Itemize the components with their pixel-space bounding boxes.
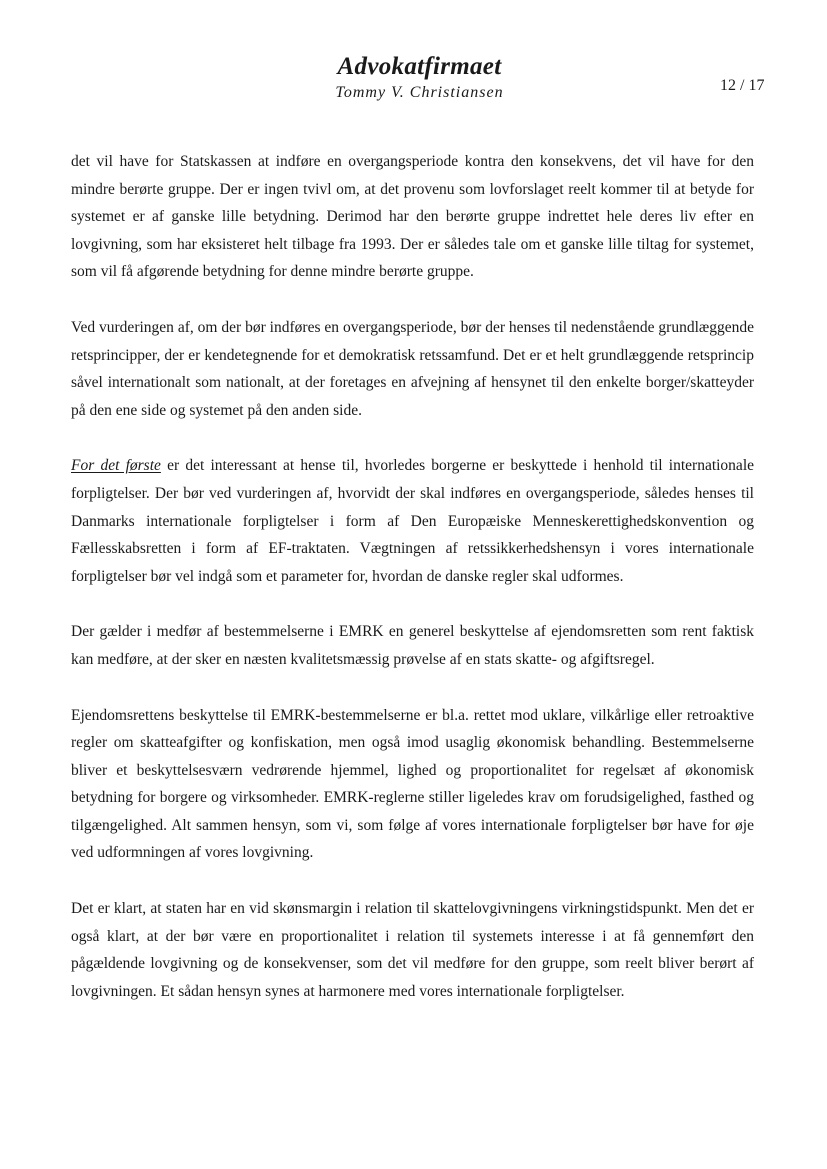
- firm-person-name: Tommy V. Christiansen: [335, 84, 504, 101]
- paragraph-lead-emphasis: For det første: [71, 457, 161, 475]
- paragraph: [71, 452, 754, 590]
- paragraph-text: er det interessant at hense til, hvorledes borgerne er beskyttede i henhold til internationale forpligtelser. Der bør ved vurderingen af, hvorvidt der skal indføres en overgangsperiode, således henses til Danmarks internationale forpligtelser i form af Den Europæiske Menneskerettighedskonvention og Fællesskabsretten i form af EF-traktaten. Vægtningen af retssikkerhedshensyn i vores internationale forpligtelser bør vel indgå som et parameter for, hvordan de danske regler skal udformes.: [71, 457, 755, 585]
- letterhead: [0, 50, 827, 102]
- paragraph: Det er klart, at staten har en vid skønsmargin i relation til skattelovgivningens virkningstidspunkt. Men det er også klart, at der bør være en proportionalitet i relation til systemets interesse i at få gennemført den pågældende lovgivning og de konsekvenser, som det vil medføre for den gruppe, som reelt bliver berørt af lovgivningen. Et sådan hensyn synes at harmonere med vores internationale forpligtelser.: [71, 900, 754, 1000]
- firm-name: Advokatfirmaet: [337, 53, 502, 80]
- page-number: 12 / 17: [720, 77, 765, 94]
- paragraph: Ejendomsrettens beskyttelse til EMRK-bestemmelserne er bl.a. rettet mod uklare, vilkårlige eller retroaktive regler om skatteafgifter og konfiskation, men også imod usaglig økonomisk behandling. Bestemmelserne bliver et beskyttelsesværn vedrørende hjemmel, lighed og proportionalitet for regelsæt af økonomisk betydning for borgere og virksomheder. EMRK-reglerne stiller ligeledes krav om forudsigelighed, fasthed og tilgængelighed. Alt sammen hensyn, som vi, som følge af vores internationale forpligtelser bør have for øje ved udformningen af vores lovgivning.: [71, 706, 754, 862]
- document-body: [71, 148, 754, 1033]
- paragraph: det vil have for Statskassen at indføre en overgangsperiode kontra den konsekvens, det vil have for den mindre berørte gruppe. Der er ingen tvivl om, at det provenu som lovforslaget reelt kommer til at betyde for systemet er af ganske lille betydning. Derimod har den berørte gruppe indrettet hele deres liv efter en lovgivning, som har eksisteret helt tilbage fra 1993. Der er således tale om et ganske lille tiltag for systemet, som vil få afgørende betydning for denne mindre berørte gruppe.: [71, 153, 754, 281]
- paragraph: Ved vurderingen af, om der bør indføres en overgangsperiode, bør der henses til nedenstående grundlæggende retsprincipper, der er kendetegnende for et demokratisk retssamfund. Det er et helt grundlæggende retsprincip såvel internationalt som nationalt, at der foretages en afvejning af hensynet til den enkelte borger/skatteyder på den ene side og systemet på den anden side.: [71, 318, 754, 419]
- paragraph: Der gælder i medfør af bestemmelserne i EMRK en generel beskyttelse af ejendomsretten som rent faktisk kan medføre, at der sker en næsten kvalitetsmæssig prøvelse af en stats skatte- og afgiftsregel.: [71, 623, 754, 668]
